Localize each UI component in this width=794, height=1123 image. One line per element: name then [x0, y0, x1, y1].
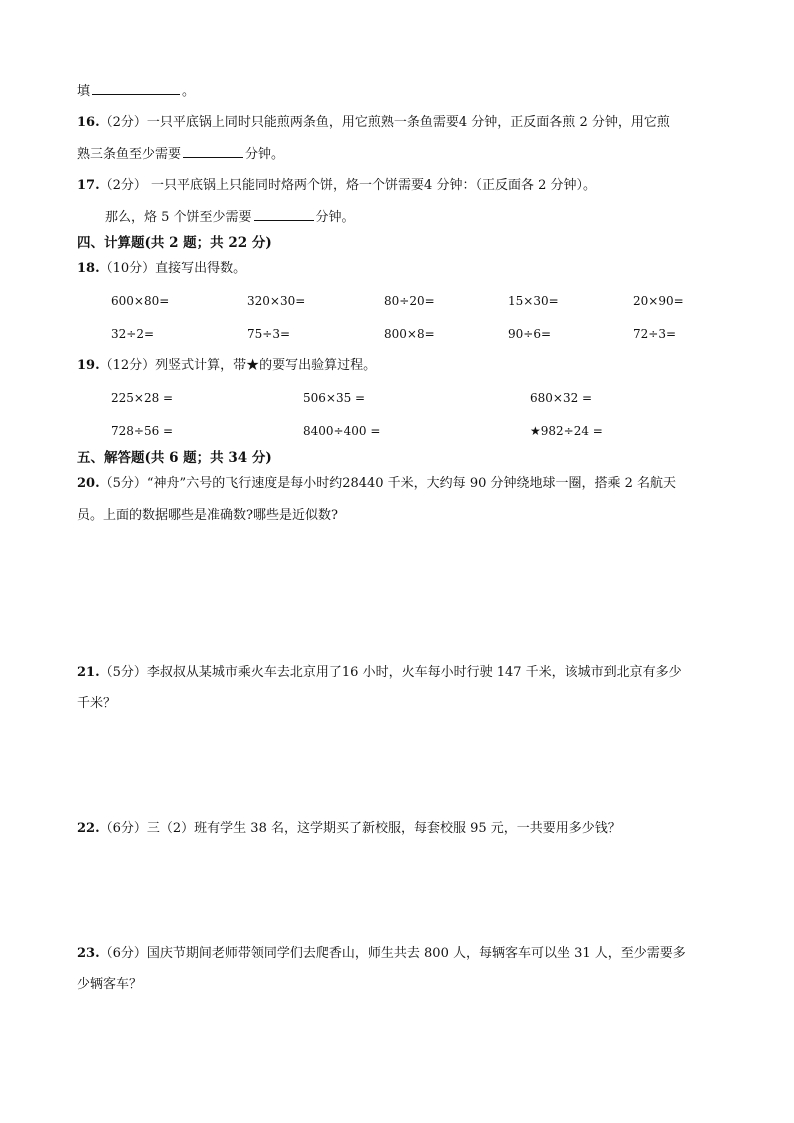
question-20-line-1: 20.（5分）“神舟”六号的飞行速度是每小时约28440 千米，大约每 90 分钟绕地球一圈，搭乘 2 名航天	[77, 476, 677, 491]
question-text: 李叔叔从某城市乘火车去北京用了16 小时，火车每小时行驶 147 千米，该城市到北京有多少	[146, 665, 682, 680]
question-text: 分钟。	[245, 147, 285, 162]
question-text: “神舟”六号的飞行速度是每小时约28440 千米，大约每 90 分钟绕地球一圈，搭乘 2 名航天	[146, 476, 677, 491]
question-20-line-2: 员。上面的数据哪些是准确数?哪些是近似数?	[77, 508, 338, 523]
question-number: 20	[77, 476, 96, 491]
question-score: （5分）	[99, 665, 147, 680]
section-5-title: 五、解答题(共 6 题；共 34 分)	[77, 450, 272, 466]
calc-item: 75÷3=	[247, 327, 291, 341]
question-text: 一只平底锅上同时只能煎两条鱼，用它煎熟一条鱼需要4 分钟，正反面各煎 2 分钟，用它煎	[146, 115, 670, 130]
question-score: （2分）	[99, 115, 147, 130]
question-23-line-1: 23.（6分）国庆节期间老师带领同学们去爬香山，师生共去 800 人，每辆客车可以坐 31 人，至少需要多	[77, 946, 686, 961]
question-15-tail	[77, 82, 195, 101]
question-text: 三（2）班有学生 38 名，这学期买了新校服，每套校服 95 元，一共要用多少钱？	[146, 821, 621, 836]
q15-suffix: 。	[182, 84, 196, 99]
answer-blank[interactable]	[254, 208, 314, 221]
question-number: 18	[77, 261, 96, 276]
question-number: 22	[77, 821, 96, 836]
calc-item: 90÷6=	[508, 327, 552, 341]
question-17-line-2	[105, 208, 355, 227]
calc-item: 680×32 =	[530, 391, 593, 405]
calc-item: 320×30=	[247, 294, 306, 308]
question-19: 19.（12分）列竖式计算，带★的要写出验算过程。	[77, 358, 377, 373]
question-text: 国庆节期间老师带领同学们去爬香山，师生共去 800 人，每辆客车可以坐 31 人，至少需要多	[146, 946, 686, 961]
question-score: （6分）	[99, 946, 147, 961]
question-number: 19	[77, 358, 96, 373]
calc-item: 72÷3=	[633, 327, 677, 341]
question-score: （12分）	[99, 358, 156, 373]
calc-item: 800×8=	[384, 327, 435, 341]
question-text: 直接写出得数。	[155, 261, 247, 276]
question-17-line-1: 17.（2分） 一只平底锅上只能同时烙两个饼，烙一个饼需要4 分钟：（正反面各 2 分钟）。	[77, 178, 596, 193]
question-16-line-2	[77, 145, 284, 164]
calc-item: 80÷20=	[384, 294, 435, 308]
calc-item: 8400÷400 =	[303, 424, 381, 438]
question-21-line-1: 21.（5分）李叔叔从某城市乘火车去北京用了16 小时，火车每小时行驶 147 千米，该城市到北京有多少	[77, 665, 682, 680]
question-score: （10分）	[99, 261, 156, 276]
calc-item: 225×28 =	[111, 391, 174, 405]
question-number: 17	[77, 178, 96, 193]
calc-item: 728÷56 =	[111, 424, 174, 438]
question-text: 那么，烙 5 个饼至少需要	[105, 210, 252, 225]
question-23-line-2: 少辆客车？	[77, 977, 143, 992]
calc-item: 15×30=	[508, 294, 559, 308]
question-number: 21	[77, 665, 96, 680]
q15-prefix: 填	[77, 84, 91, 99]
calc-item: 506×35 =	[303, 391, 366, 405]
calc-item: ★982÷24 =	[530, 424, 603, 438]
question-text: 一只平底锅上只能同时烙两个饼，烙一个饼需要4 分钟：（正反面各 2 分钟）。	[151, 178, 596, 193]
question-16-line-1: 16.（2分）一只平底锅上同时只能煎两条鱼，用它煎熟一条鱼需要4 分钟，正反面各煎 2 分钟，用它煎	[77, 115, 670, 130]
section-4-title: 四、计算题(共 2 题；共 22 分)	[77, 235, 272, 251]
answer-blank[interactable]	[183, 145, 243, 158]
question-score: （5分）	[99, 476, 147, 491]
question-score: （6分）	[99, 821, 147, 836]
question-number: 23	[77, 946, 96, 961]
question-text: 列竖式计算，带★的要写出验算过程。	[155, 358, 377, 373]
question-number: 16	[77, 115, 96, 130]
question-text: 分钟。	[315, 210, 355, 225]
calc-item: 32÷2=	[111, 327, 155, 341]
question-text: 熟三条鱼至少需要	[77, 147, 182, 162]
answer-blank[interactable]	[92, 82, 180, 95]
question-score: （2分）	[99, 178, 147, 193]
calc-item: 600×80=	[111, 294, 170, 308]
calc-item: 20×90=	[633, 294, 684, 308]
question-21-line-2: 千米？	[77, 696, 117, 711]
question-18: 18.（10分）直接写出得数。	[77, 261, 247, 276]
question-22-line-1: 22.（6分）三（2）班有学生 38 名，这学期买了新校服，每套校服 95 元，一共要用多少钱？	[77, 821, 621, 836]
